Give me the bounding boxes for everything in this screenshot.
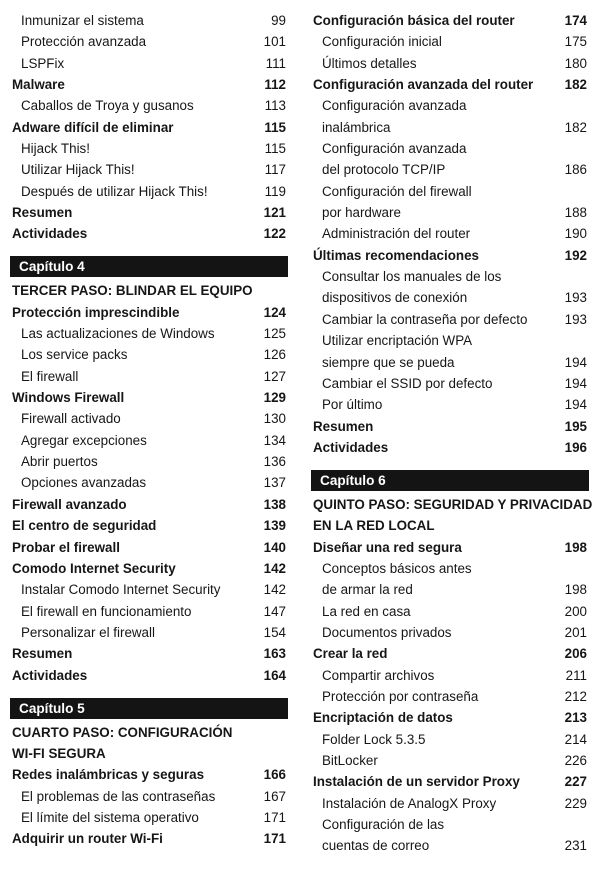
entry-title: El problemas de las contraseñas [21,788,216,804]
entry-title: dispositivos de conexión [322,290,468,306]
toc-section-entry [10,494,288,515]
toc-subsection-entry [311,750,589,771]
toc-subsection-entry [311,159,589,180]
page-number: 122 [263,226,286,242]
toc-subsection-entry [311,835,589,856]
toc-subsection-entry [10,472,288,493]
page-number: 134 [263,432,286,448]
page-number: 101 [263,34,286,50]
entry-title: Actividades [313,439,389,455]
entry-title: Configuración de las [322,816,445,832]
toc-subsection-entry [10,579,288,600]
page-number: 127 [263,368,286,384]
entry-title: Por último [322,397,383,413]
entry-title: Actividades [12,226,88,242]
entry-title: Resumen [12,646,73,662]
entry-title: Encriptación de datos [313,710,453,726]
entry-title: Últimos detalles [322,55,417,71]
page-number: 196 [564,439,587,455]
page-number: 124 [263,304,286,320]
entry-title: Protección por contraseña [322,688,479,704]
toc-section-entry [311,537,589,558]
page-number: 99 [271,13,286,28]
entry-title: Configuración inicial [322,34,442,50]
page-number: 113 [264,98,286,114]
toc-section-entry [10,828,288,849]
page-number: 186 [564,162,587,178]
entry-title: Crear la red [313,646,388,662]
entry-title: Cambiar el SSID por defecto [322,375,493,391]
toc-subsection-entry [10,344,288,365]
page-number: 226 [564,752,587,768]
page-number: 167 [263,788,286,804]
page-number: 200 [564,603,587,619]
toc-subsection-entry [311,686,589,707]
page-number: 227 [564,774,587,790]
page-number: 112 [264,77,286,93]
page-number: 193 [564,311,587,327]
page-number: 213 [564,710,587,726]
toc-subsection-entry [10,138,288,159]
chapter-banner-capitulo-6: Capítulo 6 [311,470,589,491]
toc-right-column [311,10,593,857]
toc-section-entry [10,764,288,785]
entry-title: Consultar los manuales de los [322,269,502,285]
toc-section-entry [311,437,589,458]
chapter-title: CUARTO PASO: CONFIGURACIÓN [12,724,233,740]
page-number: 198 [564,582,587,598]
entry-title: Cambiar la contraseña por defecto [322,311,528,327]
entry-title: del protocolo TCP/IP [322,162,446,178]
page-number: 182 [564,119,587,135]
entry-title: Configuración avanzada [322,141,467,157]
entry-title: Configuración avanzada [322,98,467,114]
page-number: 126 [263,347,286,363]
entry-title: Windows Firewall [12,390,125,406]
page-number: 211 [565,667,587,683]
entry-title: cuentas de correo [322,838,430,854]
toc-subsection-entry [10,622,288,643]
toc-subsection-entry [311,117,589,138]
page-number: 171 [263,809,286,825]
toc-section-entry [311,416,589,437]
entry-title: Inmunizar el sistema [21,13,144,28]
entry-title: Agregar excepciones [21,432,147,448]
page-number: 115 [264,119,286,135]
page-number: 190 [564,226,587,242]
toc-section-entry [311,245,589,266]
page-number: 171 [263,831,286,847]
toc-subsection-entry [311,181,589,202]
entry-title: Opciones avanzadas [21,475,147,491]
entry-title: Últimas recomendaciones [313,247,479,263]
entry-title: Redes inalámbricas y seguras [12,767,205,783]
page-number: 192 [564,247,587,263]
toc-subsection-entry [311,558,589,579]
toc-subsection-entry [10,95,288,116]
page-number: 212 [564,688,587,704]
toc-subsection-entry [311,309,589,330]
entry-title: Abrir puertos [21,454,98,470]
toc-section-entry [10,387,288,408]
toc-subsection-entry [10,31,288,52]
page-number: 188 [564,205,587,221]
page-number: 121 [263,205,286,221]
entry-title: Configuración básica del router [313,13,515,28]
toc-section-entry [10,202,288,223]
toc-section-entry [10,117,288,138]
toc-subsection-entry [10,53,288,74]
toc-subsection-entry [10,451,288,472]
spacer [10,686,288,697]
entry-title: Utilizar encriptación WPA [322,333,473,349]
entry-title: LSPFix [21,55,65,71]
entry-title: Configuración avanzada del router [313,77,534,93]
chapter-title: EN LA RED LOCAL [313,518,435,534]
entry-title: Resumen [313,418,374,434]
entry-title: El firewall [21,368,79,384]
toc-subsection-entry [311,138,589,159]
toc-subsection-entry [311,95,589,116]
page-number: 174 [564,13,587,28]
page-number: 198 [564,539,587,555]
page-number: 115 [264,141,286,157]
toc-subsection-entry [10,366,288,387]
page-number: 164 [263,667,286,683]
page-number: 231 [564,838,587,854]
entry-title: Compartir archivos [322,667,435,683]
toc-subsection-entry [311,53,589,74]
entry-title: Los service packs [21,347,128,363]
page-number: 139 [263,518,286,534]
page-number: 130 [263,411,286,427]
entry-title: Instalar Comodo Internet Security [21,582,221,598]
page-number: 142 [263,560,286,576]
toc-subsection-entry [311,352,589,373]
toc-subsection-entry [311,579,589,600]
toc-subsection-entry [311,31,589,52]
toc-subsection-entry [311,622,589,643]
toc-section-entry [10,558,288,579]
spacer [311,458,589,469]
toc-section-entry [311,707,589,728]
entry-title: Conceptos básicos antes [322,560,472,576]
entry-title: El centro de seguridad [12,518,157,534]
entry-title: Caballos de Troya y gusanos [21,98,194,114]
toc-subsection-entry [311,394,589,415]
entry-title: Administración del router [322,226,471,242]
entry-title: Malware [12,77,65,93]
toc-subsection-entry [311,601,589,622]
toc-left-column [10,10,288,850]
toc-section-entry [311,771,589,792]
entry-title: siempre que se pueda [322,354,455,370]
entry-title: El firewall en funcionamiento [21,603,192,619]
entry-title: Instalación de AnalogX Proxy [322,795,497,811]
entry-title: Probar el firewall [12,539,120,555]
toc-subsection-entry [311,793,589,814]
page-number: 117 [264,162,286,178]
page-number: 229 [564,795,587,811]
entry-title: Configuración del firewall [322,183,472,199]
page-number: 154 [263,624,286,640]
page-number: 137 [263,475,286,491]
page-number: 138 [263,496,286,512]
page-number: 194 [564,375,587,391]
entry-title: Documentos privados [322,624,452,640]
toc-subsection-entry [311,202,589,223]
entry-title: Adware difícil de eliminar [12,119,174,135]
toc-section-entry [10,665,288,686]
chapter-title: QUINTO PASO: SEGURIDAD Y PRIVACIDAD [313,496,593,512]
entry-title: Las actualizaciones de Windows [21,326,215,342]
toc-section-entry [10,643,288,664]
entry-title: Firewall activado [21,411,121,427]
entry-title: Resumen [12,205,73,221]
toc-subsection-entry [10,408,288,429]
toc-section-entry [10,74,288,95]
toc-subsection-entry [10,10,288,31]
toc-subsection-entry [311,729,589,750]
entry-title: Utilizar Hijack This! [21,162,135,178]
entry-title: inalámbrica [322,119,391,135]
entry-title: Comodo Internet Security [12,560,176,576]
entry-title: Protección imprescindible [12,304,180,320]
toc-subsection-entry [10,807,288,828]
toc-subsection-entry [311,330,589,351]
toc-subsection-entry [311,665,589,686]
entry-title: Hijack This! [21,141,90,157]
page-number: 119 [264,183,286,199]
page-number: 194 [564,354,587,370]
page-number: 206 [564,646,587,662]
page-number: 136 [263,454,286,470]
page-number: 201 [564,624,587,640]
page-number: 111 [265,55,286,71]
entry-title: Actividades [12,667,88,683]
entry-title: Adquirir un router Wi-Fi [12,831,163,847]
page-number: 195 [564,418,587,434]
chapter-banner-capitulo-5: Capítulo 5 [10,698,288,719]
toc-subsection-entry [10,181,288,202]
entry-title: Diseñar una red segura [313,539,462,555]
toc-section-entry [311,643,589,664]
toc-section-entry [311,10,589,31]
page-number: 163 [263,646,286,662]
toc-subsection-entry [10,323,288,344]
spacer [10,245,288,256]
page-number: 125 [263,326,286,342]
entry-title: BitLocker [322,752,378,768]
page-number: 140 [263,539,286,555]
entry-title: Folder Lock 5.3.5 [322,731,426,747]
toc-subsection-entry [10,430,288,451]
toc-subsection-entry [311,266,589,287]
toc-section-entry [10,302,288,323]
entry-title: Firewall avanzado [12,496,127,512]
toc-subsection-entry [10,601,288,622]
toc-subsection-entry [311,223,589,244]
page-number: 129 [263,390,286,406]
chapter-title: WI-FI SEGURA [12,745,106,761]
page-number: 182 [564,77,587,93]
toc-subsection-entry [311,373,589,394]
entry-title: Después de utilizar Hijack This! [21,183,208,199]
page-number: 175 [564,34,587,50]
page-number: 194 [564,397,587,413]
entry-title: por hardware [322,205,401,221]
entry-title: Protección avanzada [21,34,147,50]
entry-title: Personalizar el firewall [21,624,155,640]
toc-subsection-entry [10,159,288,180]
entry-title: El límite del sistema operativo [21,809,199,825]
page-number: 180 [564,55,587,71]
toc-subsection-entry [311,287,589,308]
page-number: 147 [263,603,286,619]
chapter-title: TERCER PASO: BLINDAR EL EQUIPO [12,283,253,299]
entry-title: Instalación de un servidor Proxy [313,774,520,790]
toc-section-entry [311,74,589,95]
toc-section-entry [10,515,288,536]
page-number: 193 [564,290,587,306]
chapter-banner-capitulo-4: Capítulo 4 [10,256,288,277]
toc-subsection-entry [10,786,288,807]
toc-subsection-entry [311,814,589,835]
toc-section-entry [10,537,288,558]
page-number: 142 [263,582,286,598]
entry-title: La red en casa [322,603,411,619]
page-number: 214 [564,731,587,747]
page-number: 166 [263,767,286,783]
entry-title: de armar la red [322,582,413,598]
toc-section-entry [10,223,288,244]
